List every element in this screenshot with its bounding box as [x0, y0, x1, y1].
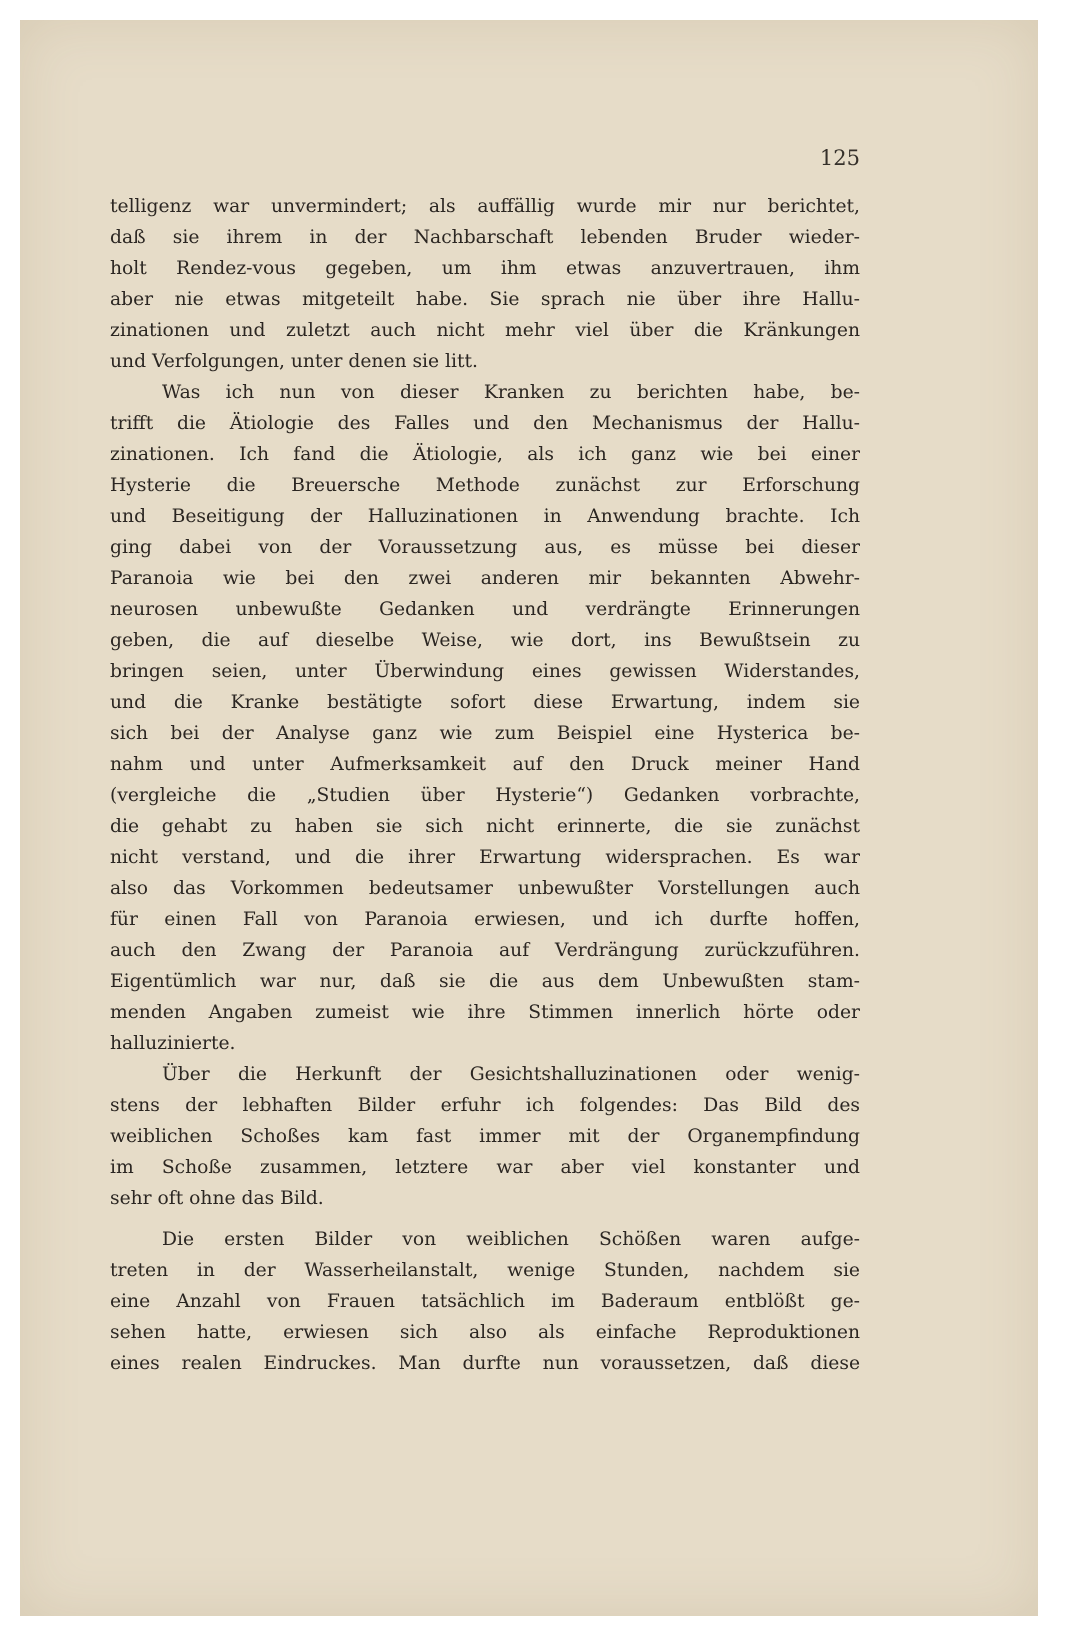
text-line: geben, die auf dieselbe Weise, wie dort, ins Bewußtsein zu [110, 630, 860, 651]
text-line: Hysterie die Breuersche Methode zunächst zur Erforschung [110, 475, 860, 496]
text-line: Was ich nun von dieser Kranken zu berichten habe, be- [162, 382, 860, 403]
paragraph [110, 1224, 860, 1379]
text-line: daß sie ihrem in der Nachbarschaft lebenden Bruder wieder- [110, 227, 860, 248]
text-line: eines realen Eindruckes. Man durfte nun voraussetzen, daß diese [110, 1353, 860, 1374]
text-line: Die ersten Bilder von weiblichen Schößen waren aufge- [162, 1229, 860, 1250]
text-line: sich bei der Analyse ganz wie zum Beispiel eine Hysterica be- [110, 723, 860, 744]
text-line: für einen Fall von Paranoia erwiesen, und ich durfte hoffen, [110, 909, 860, 930]
text-line: und die Kranke bestätigte sofort diese Erwartung, indem sie [110, 692, 860, 713]
text-line: bringen seien, unter Überwindung eines gewissen Widerstandes, [110, 661, 860, 682]
text-line: ging dabei von der Voraussetzung aus, es müsse bei dieser [110, 537, 860, 558]
text-line: stens der lebhaften Bilder erfuhr ich folgendes: Das Bild des [110, 1095, 860, 1116]
text-line: nahm und unter Aufmerksamkeit auf den Druck meiner Hand [110, 754, 860, 775]
text-line: und Verfolgungen, unter denen sie litt. [110, 351, 478, 372]
book-page [20, 20, 1038, 1616]
page-number: 125 [819, 146, 860, 170]
text-line: und Beseitigung der Halluzinationen in Anwendung brachte. Ich [110, 506, 860, 527]
text-line: treten in der Wasserheilanstalt, wenige Stunden, nachdem sie [110, 1260, 860, 1281]
text-line: sehr oft ohne das Bild. [110, 1188, 324, 1209]
text-line: also das Vorkommen bedeutsamer unbewußter Vorstellungen auch [110, 878, 860, 899]
text-line: neurosen unbewußte Gedanken und verdrängte Erinnerungen [110, 599, 860, 620]
paragraph [110, 377, 860, 1059]
text-line: sehen hatte, erwiesen sich also als einfache Reproduktionen [110, 1322, 860, 1343]
text-line: eine Anzahl von Frauen tatsächlich im Baderaum entblößt ge- [110, 1291, 860, 1312]
text-line: (vergleiche die „Studien über Hysterie“) Gedanken vorbrachte, [110, 785, 860, 806]
text-line: Paranoia wie bei den zwei anderen mir bekannten Abwehr- [110, 568, 860, 589]
text-line: holt Rendez-vous gegeben, um ihm etwas anzuvertrauen, ihm [110, 258, 860, 279]
text-line: nicht verstand, und die ihrer Erwartung widersprachen. Es war [110, 847, 860, 868]
text-line: halluzinierte. [110, 1033, 236, 1054]
text-line: die gehabt zu haben sie sich nicht erinnerte, die sie zunächst [110, 816, 860, 837]
text-line: zinationen. Ich fand die Ätiologie, als ich ganz wie bei einer [110, 444, 860, 465]
paragraph [110, 1059, 860, 1214]
text-line: im Schoße zusammen, letztere war aber viel konstanter und [110, 1157, 860, 1178]
text-line: menden Angaben zumeist wie ihre Stimmen innerlich hörte oder [110, 1002, 860, 1023]
text-line: zinationen und zuletzt auch nicht mehr viel über die Kränkungen [110, 320, 860, 341]
body-text [110, 191, 860, 1379]
text-line: Über die Herkunft der Gesichtshalluzinationen oder wenig- [162, 1064, 860, 1085]
text-line: auch den Zwang der Paranoia auf Verdrängung zurückzuführen. [110, 940, 860, 961]
text-line: Eigentümlich war nur, daß sie die aus dem Unbewußten stam- [110, 971, 860, 992]
text-line: weiblichen Schoßes kam fast immer mit der Organempfindung [110, 1126, 860, 1147]
text-line: trifft die Ätiologie des Falles und den Mechanismus der Hallu- [110, 413, 860, 434]
text-line: aber nie etwas mitgeteilt habe. Sie sprach nie über ihre Hallu- [110, 289, 860, 310]
paragraph [110, 191, 860, 377]
text-line: telligenz war unvermindert; als auffällig wurde mir nur berichtet, [110, 196, 860, 217]
